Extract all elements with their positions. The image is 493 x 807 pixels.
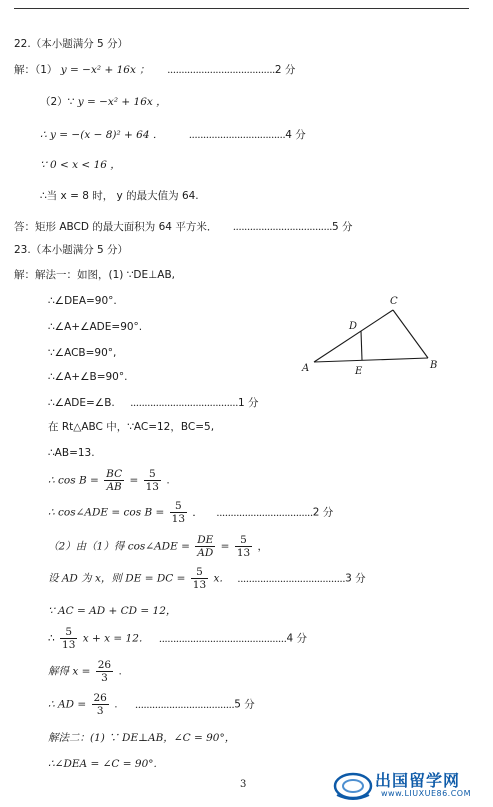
q23-cosb-end: . <box>166 474 170 487</box>
q23-method1-line8: ∴AB=13. <box>48 447 95 459</box>
label-d: D <box>349 321 358 332</box>
q23-method1-line2: ∴∠DEA=90°. <box>48 295 117 307</box>
q23-set-den: 13 <box>192 579 207 591</box>
q23-solve-den: 3 <box>101 672 108 684</box>
page-number: 3 <box>240 779 247 790</box>
q23-cosade-den: 13 <box>171 513 186 525</box>
q23-method2-line2: ∴∠DEA = ∠C = 90°. <box>48 758 157 770</box>
q23-part2-frac2-num: 5 <box>235 534 252 547</box>
label-e: E <box>355 366 363 377</box>
q23-cosb-eq: = <box>129 474 139 487</box>
q23-cosb-frac1-num: BC <box>106 468 123 480</box>
q23-cosade-score: 2 分 <box>312 506 334 519</box>
q23-cosade-line <box>48 500 333 525</box>
q23-ad-line <box>48 692 255 717</box>
q23-solve-frac <box>96 659 113 684</box>
q23-method1-line7: 在 Rt△ABC 中，∵AC=12，BC=5, <box>48 421 215 433</box>
q23-ad-dots: ................................... <box>134 698 235 711</box>
q22-answer-text: 答：矩形 ABCD 的最大面积为 64 平方米． <box>14 221 218 233</box>
q22-vertex-math: ∴ y = −(x − 8)² + 64 ． <box>40 129 164 141</box>
q23-cosade-prefix: ∴ cos∠ADE = cos B = <box>48 506 165 519</box>
q23-sum-line: ∵ AC = AD + CD = 12， <box>48 605 177 617</box>
q22-part2-math: y = −x² + 16x ， <box>77 96 167 108</box>
q23-ad-score: 5 分 <box>234 698 255 711</box>
q23-cosb-line <box>48 468 170 493</box>
side-cb <box>393 310 428 358</box>
q22-part1-line <box>14 63 295 77</box>
q22-part2-line <box>40 95 167 109</box>
q23-eq-num: 5 <box>60 626 77 639</box>
q23-part2-frac1-num: DE <box>197 534 214 546</box>
q23-angle-equal: ∴∠ADE=∠B. <box>48 397 115 409</box>
q23-eq-frac <box>60 626 77 651</box>
label-b: B <box>430 360 438 371</box>
q23-eq-den: 13 <box>62 639 76 651</box>
triangle-figure <box>296 292 446 382</box>
side-ab <box>314 358 428 362</box>
q23-line6-dots: ...................................... <box>130 397 238 409</box>
q22-vertex-dots: .................................. <box>188 129 286 141</box>
segment-de <box>361 331 362 360</box>
q23-part2-end: ， <box>257 540 269 553</box>
q23-part2-prefix: （2）由（1）得 cos∠ADE = <box>48 540 190 553</box>
q23-cosade-frac <box>170 500 187 525</box>
q23-part2-frac1-den: AD <box>197 547 214 559</box>
q23-cosb-frac2-num: 5 <box>144 468 161 481</box>
watermark-logo-icon <box>333 769 373 803</box>
q22-answer-score: 5 分 <box>332 221 353 233</box>
side-ac <box>314 310 393 362</box>
q23-part2-eq: = <box>220 540 230 553</box>
q23-set-dots: ...................................... <box>237 572 346 585</box>
q22-range-math: ∵ 0 < x < 16 ， <box>40 159 121 171</box>
q23-cosb-frac1-den: AB <box>106 481 122 493</box>
q23-method1-line1: 解：解法一：如图，(1) ∵DE⊥AB, <box>14 269 175 281</box>
watermark <box>333 767 491 805</box>
q23-cosb-prefix: ∴ cos B = <box>48 474 99 487</box>
q22-vertex-line <box>40 128 306 142</box>
q23-cosb-frac1 <box>104 468 124 493</box>
q22-part1-dots: ...................................... <box>167 64 275 76</box>
label-c: C <box>390 296 398 307</box>
q23-line6-score: 1 分 <box>237 397 259 409</box>
q23-method1-line5: ∴∠A+∠B=90°. <box>48 371 128 383</box>
q23-set-score: 3 分 <box>345 572 366 585</box>
q23-solve-num: 26 <box>97 659 112 671</box>
q23-cosb-frac2 <box>144 468 161 493</box>
q23-part2-frac1 <box>195 534 215 559</box>
q22-max-line: ∴当 x = 8 时， y 的最大值为 64. <box>40 190 199 202</box>
q23-part2-line <box>48 534 268 559</box>
top-rule <box>14 8 469 9</box>
q22-part1-math: y = −x² + 16x ； <box>60 64 150 76</box>
q22-part1-prefix: 解：（1） <box>14 64 61 76</box>
q23-method1-line4: ∵∠ACB=90°, <box>48 347 117 359</box>
q22-heading: 22.（本小题满分 5 分） <box>14 38 129 50</box>
q22-vertex-score: 4 分 <box>285 129 306 141</box>
q23-set-num: 5 <box>191 566 208 579</box>
q23-ad-end: . <box>114 698 118 711</box>
q23-method1-line6 <box>48 396 258 410</box>
watermark-url: www.LIUXUE86.COM <box>381 789 472 798</box>
q23-ad-den: 3 <box>96 705 104 717</box>
q23-cosb-frac2-den: 13 <box>145 481 159 493</box>
q22-part1-score: 2 分 <box>274 64 296 76</box>
q23-eq-end: x + x = 12． <box>82 632 150 645</box>
q23-eq-dots: ............................................. <box>158 632 287 645</box>
q22-answer-line <box>14 220 353 234</box>
q23-cosade-end: ． <box>192 506 203 519</box>
q23-method2-line1: 解法二：(1) ∵ DE⊥AB，∠C = 90°， <box>48 732 236 744</box>
q23-set-prefix: 设 AD 为 x，则 DE = DC = <box>48 572 186 585</box>
label-a: A <box>302 363 310 374</box>
q23-ad-prefix: ∴ AD = <box>48 698 87 711</box>
q23-set-frac <box>191 566 208 591</box>
q22-answer-dots: ................................... <box>232 221 333 233</box>
q22-range-line <box>40 158 121 172</box>
q23-method1-line3: ∴∠A+∠ADE=90°. <box>48 321 143 333</box>
q23-eq-score: 4 分 <box>286 632 307 645</box>
q23-set-line <box>48 566 366 591</box>
q23-heading: 23.（本小题满分 5 分） <box>14 244 129 256</box>
q23-set-end: x． <box>213 572 230 585</box>
watermark-title: 出国留学网 <box>375 771 461 790</box>
q23-solve-prefix: 解得 x = <box>48 665 91 678</box>
q23-solve-line <box>48 659 122 684</box>
q23-cosade-num: 5 <box>170 500 187 513</box>
q23-equation-line <box>48 626 307 651</box>
q22-part2-prefix: （2）∵ <box>40 96 78 108</box>
q23-cosade-dots: .................................. <box>216 506 313 519</box>
q23-part2-frac2-den: 13 <box>236 547 251 559</box>
q23-part2-frac2 <box>235 534 252 559</box>
q23-eq-prefix: ∴ <box>48 632 55 645</box>
q23-solve-end: . <box>118 665 122 678</box>
q23-ad-frac <box>92 692 109 717</box>
q23-ad-num: 26 <box>93 692 107 704</box>
